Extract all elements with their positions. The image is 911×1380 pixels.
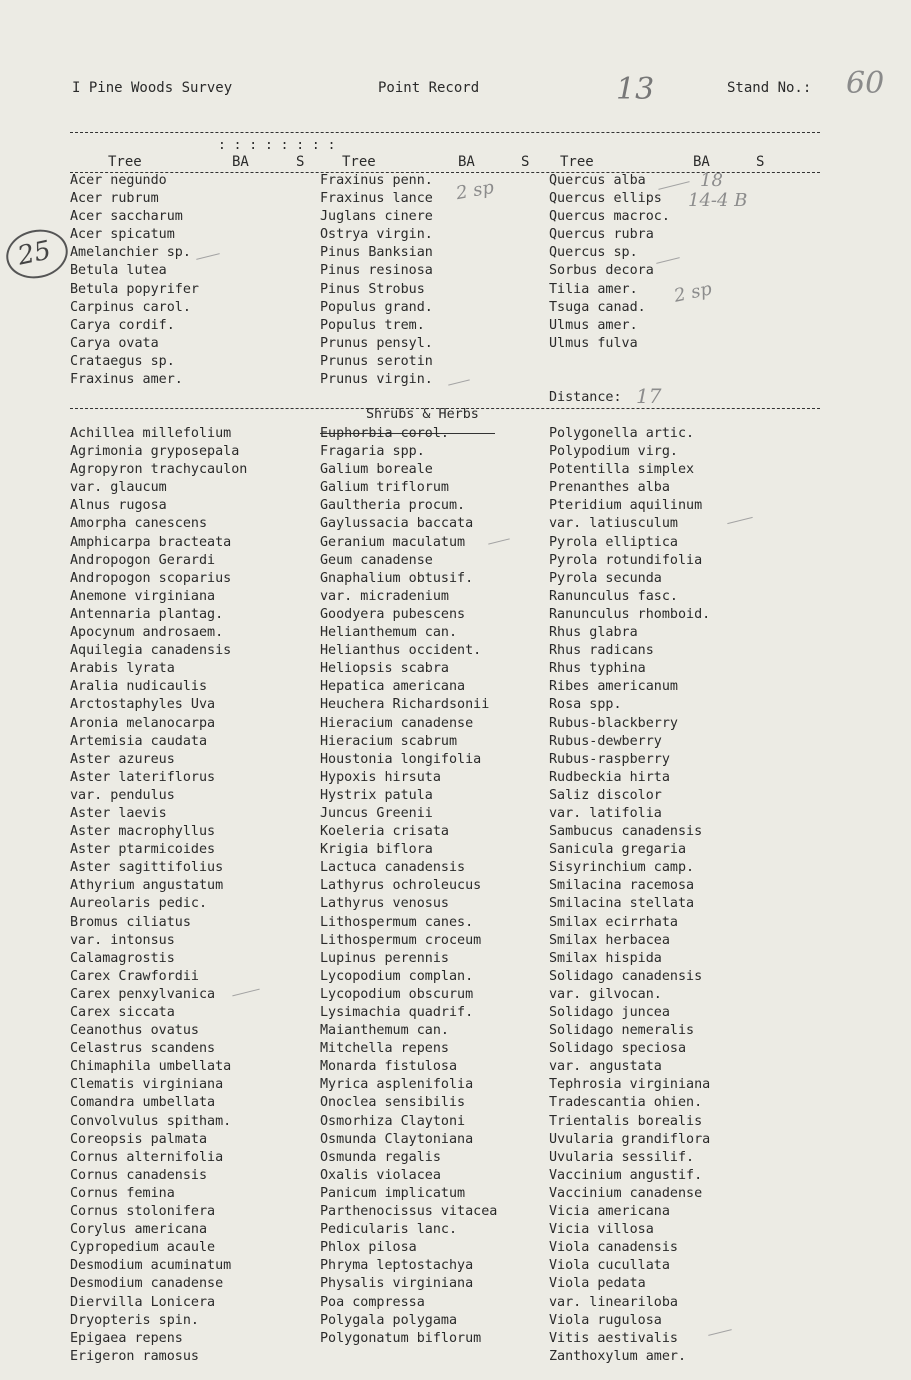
list-item: Diervilla Lonicera (70, 1294, 216, 1310)
list-item: Poa compressa (320, 1294, 425, 1310)
list-item: Clematis virginiana (70, 1077, 224, 1093)
list-item: Onoclea sensibilis (320, 1095, 466, 1111)
distance-label: Distance: (549, 390, 622, 405)
list-item: Hieracium canadense (320, 715, 474, 731)
list-item: Viola rugulosa (549, 1312, 662, 1328)
list-item: Dryopteris spin. (70, 1312, 199, 1328)
note-tilia: 2 sp (672, 278, 714, 307)
list-item: Vicia villosa (549, 1222, 654, 1238)
list-item: Cornus canadensis (70, 1167, 208, 1183)
list-item: Agrimonia gryposepala (70, 444, 240, 460)
list-item: Helianthemum can. (320, 625, 458, 641)
list-item: Solidago canadensis (549, 968, 703, 984)
list-item: Lysimachia quadrif. (320, 1005, 474, 1020)
list-item: Ranunculus rhomboid. (549, 606, 711, 622)
list-item: Gnaphalium obtusif. (320, 570, 474, 586)
list-item: Sorbus decora (549, 263, 654, 279)
list-item: Acer rubrum (70, 191, 159, 207)
list-item: Aronia melanocarpa (70, 715, 216, 731)
list-item: Saliz discolor (549, 787, 662, 803)
list-item: Arabis lyrata (70, 661, 175, 677)
list-item: var. pendulus (70, 787, 175, 803)
list-item: Viola pedata (549, 1276, 646, 1292)
list-item: Polygonatum biflorum (320, 1330, 482, 1346)
list-item: Goodyera pubescens (320, 606, 466, 622)
note-quercus-ellips: 14-4 B (688, 190, 748, 211)
list-item: Carpinus carol. (70, 299, 191, 315)
list-item: Achillea millefolium (70, 426, 232, 441)
note-quercus-alba: 18 (700, 170, 723, 191)
list-item: Monarda fistulosa (320, 1059, 458, 1075)
header-ba-2: BA (458, 154, 475, 170)
list-item: Krigia biflora (320, 842, 433, 858)
list-item: Polygala polygama (320, 1312, 458, 1328)
list-item: Aureolaris pedic. (70, 896, 208, 912)
list-item: Myrica asplenifolia (320, 1077, 474, 1093)
list-item: Smilacina racemosa (549, 878, 695, 894)
list-item: Calamagrostis (70, 950, 175, 966)
list-item: Geum canadense (320, 552, 433, 568)
list-item: Fraxinus penn. (320, 173, 433, 188)
list-item: Solidago juncea (549, 1005, 670, 1020)
list-item: Ulmus amer. (549, 317, 638, 333)
list-item: Juglans cinere (320, 209, 433, 225)
list-item: Helianthus occident. (320, 643, 482, 659)
list-item: Lathyrus venosus (320, 896, 449, 912)
list-item: var. intonsus (70, 932, 175, 948)
list-item: Tradescantia ohien. (549, 1095, 703, 1111)
list-item: Carex Crawfordii (70, 968, 199, 984)
check-mark (196, 253, 220, 260)
list-item: Acer saccharum (70, 209, 183, 225)
list-item: Cornus alternifolia (70, 1149, 224, 1165)
list-item: Rhus radicans (549, 643, 654, 659)
list-item: Carex penxylvanica (70, 986, 216, 1002)
list-item: Andropogon Gerardi (70, 552, 216, 568)
list-item: Mitchella repens (320, 1041, 449, 1057)
list-item: var. gilvocan. (549, 986, 662, 1002)
list-item: Vitis aestivalis (549, 1330, 678, 1346)
top-rule (70, 132, 820, 133)
list-item: Vaccinium angustif. (549, 1167, 703, 1183)
list-item: Potentilla simplex (549, 462, 695, 478)
list-item: Osmunda Claytoniana (320, 1131, 474, 1147)
list-item: Amorpha canescens (70, 516, 208, 532)
list-item: Sambucus canadensis (549, 824, 703, 840)
list-item: Rhus typhina (549, 661, 646, 677)
list-item: Pyrola rotundifolia (549, 552, 703, 568)
list-item: Prenanthes alba (549, 480, 670, 496)
list-item: Fraxinus amer. (70, 372, 183, 388)
list-item: Lithospermum croceum (320, 932, 482, 948)
list-item: Populus grand. (320, 299, 433, 315)
list-item: Rosa spp. (549, 697, 622, 713)
list-item: Populus trem. (320, 317, 425, 333)
list-item: Hypoxis hirsuta (320, 769, 441, 785)
check-mark (448, 379, 470, 385)
list-item: Pinus Banksian (320, 245, 433, 261)
list-item: Gaylussacia baccata (320, 516, 474, 532)
list-item: Oxalis violacea (320, 1167, 441, 1183)
list-item: Osmorhiza Claytoni (320, 1113, 466, 1129)
header-tree-3: Tree (560, 154, 594, 170)
list-item: Rhus glabra (549, 625, 638, 641)
list-item: Carya cordif. (70, 317, 175, 333)
list-item: Solidago nemeralis (549, 1023, 695, 1039)
list-item: Galium boreale (320, 462, 433, 478)
list-item: Ostrya virgin. (320, 227, 433, 243)
tree-column-1 (70, 172, 199, 389)
list-item: Smilax herbacea (549, 932, 670, 948)
header-s-2: S (521, 154, 530, 170)
list-item: Acer spicatum (70, 227, 175, 243)
list-item: Koeleria crisata (320, 824, 449, 840)
point-number: 13 (616, 72, 655, 107)
list-item: Prunus pensyl. (320, 335, 433, 351)
header-ba-1: BA (232, 154, 249, 170)
list-item: var. glaucum (70, 480, 167, 496)
list-item: Lycopodium obscurum (320, 986, 474, 1002)
list-item: Vicia americana (549, 1204, 670, 1220)
list-item: Ribes americanum (549, 679, 678, 695)
list-item: Heliopsis scabra (320, 661, 449, 677)
list-item: Celastrus scandens (70, 1041, 216, 1057)
list-item: Prunus virgin. (320, 372, 433, 388)
list-item: Quercus rubra (549, 227, 654, 243)
list-item: Aralia nudicaulis (70, 679, 208, 695)
list-item: Viola canadensis (549, 1240, 678, 1256)
list-item: Corylus americana (70, 1222, 208, 1238)
distance-value: 17 (636, 384, 662, 408)
list-item: Arctostaphyles Uva (70, 697, 216, 713)
list-item: Convolvulus spitham. (70, 1113, 232, 1129)
list-item: Comandra umbellata (70, 1095, 216, 1111)
list-item: Lithospermum canes. (320, 914, 474, 930)
list-item: Geranium maculatum (320, 534, 466, 550)
list-item: Juncus Greenii (320, 805, 433, 821)
list-item: Vaccinium canadense (549, 1185, 703, 1201)
list-item: Solidago speciosa (549, 1041, 687, 1057)
list-item: Aster azureus (70, 751, 175, 767)
list-item: Ceanothus ovatus (70, 1023, 199, 1039)
list-item: Epigaea repens (70, 1330, 183, 1346)
list-item: Rubus-dewberry (549, 733, 662, 749)
list-item: Quercus macroc. (549, 209, 670, 225)
header-tree-1: Tree (108, 154, 142, 170)
list-item: Desmodium canadense (70, 1276, 224, 1292)
list-item: Crataegus sp. (70, 353, 175, 369)
list-item: Coreopsis palmata (70, 1131, 208, 1147)
check-mark (708, 1329, 732, 1336)
circled-count-text: 25 (15, 235, 54, 272)
list-item: Betula lutea (70, 263, 167, 279)
list-item: Carya ovata (70, 335, 159, 351)
tree-column-3 (549, 172, 670, 353)
list-item: Houstonia longifolia (320, 751, 482, 767)
list-item: Lathyrus ochroleucus (320, 878, 482, 894)
list-item: Rubus-blackberry (549, 715, 678, 731)
column-colons: : : : : : : : : (218, 138, 336, 153)
header-s-1: S (296, 154, 305, 170)
list-item: Aquilegia canadensis (70, 643, 232, 659)
list-item: var. lineariloba (549, 1294, 678, 1310)
list-item: Amelanchier sp. (70, 245, 191, 261)
list-item: Bromus ciliatus (70, 914, 191, 930)
list-item: Carex siccata (70, 1005, 175, 1020)
list-item: Smilax ecirrhata (549, 914, 678, 930)
list-item: Lactuca canadensis (320, 860, 466, 876)
list-item: Erigeron ramosus (70, 1348, 199, 1364)
note-fraxinus: 2 sp (454, 176, 496, 205)
list-item: Viola cucullata (549, 1258, 670, 1274)
list-item: Euphorbia corol. (320, 426, 449, 441)
list-item: Cornus femina (70, 1185, 175, 1201)
list-item: Hystrix patula (320, 787, 433, 803)
list-item: Heuchera Richardsonii (320, 697, 490, 713)
herb-column-2 (320, 425, 497, 1348)
list-item: Betula popyrifer (70, 281, 199, 297)
circled-count (2, 224, 73, 284)
list-item: Cornus stolonifera (70, 1204, 216, 1220)
list-item: Agropyron trachycaulon (70, 462, 248, 478)
list-item: Zanthoxylum amer. (549, 1348, 687, 1364)
header-tree-2: Tree (342, 154, 376, 170)
list-item: Uvularia grandiflora (549, 1131, 711, 1147)
list-item: Sisyrinchium camp. (549, 860, 695, 876)
list-item: Uvularia sessilif. (549, 1149, 695, 1165)
list-item: Fraxinus lance (320, 191, 433, 207)
list-item: Lupinus perennis (320, 950, 449, 966)
stand-number: 60 (846, 66, 885, 101)
list-item: Ulmus fulva (549, 335, 638, 351)
list-item: var. angustata (549, 1059, 662, 1075)
list-item: Smilacina stellata (549, 896, 695, 912)
list-item: Tephrosia virginiana (549, 1077, 711, 1093)
list-item: Acer negundo (70, 173, 167, 188)
list-item: Aster macrophyllus (70, 824, 216, 840)
list-item: Osmunda regalis (320, 1149, 441, 1165)
list-item: Amphicarpa bracteata (70, 534, 232, 550)
list-item: Aster lateriflorus (70, 769, 216, 785)
list-item: Pteridium aquilinum (549, 498, 703, 514)
list-item: var. latifolia (549, 805, 662, 821)
check-mark (727, 517, 752, 524)
list-item: Athyrium angustatum (70, 878, 224, 894)
list-item: Anemone virginiana (70, 588, 216, 604)
list-item: Pinus Strobus (320, 281, 425, 297)
list-item: Aster ptarmicoides (70, 842, 216, 858)
list-item: Gaultheria procum. (320, 498, 466, 514)
list-item: Phryma leptostachya (320, 1258, 474, 1274)
list-item: Galium triflorum (320, 480, 449, 496)
list-item: Trientalis borealis (549, 1113, 703, 1129)
tree-column-2 (320, 172, 433, 389)
list-item: Tilia amer. (549, 281, 638, 297)
list-item: Phlox pilosa (320, 1240, 417, 1256)
header-s-3: S (756, 154, 765, 170)
list-item: Aster sagittifolius (70, 860, 224, 876)
list-item: Hepatica americana (320, 679, 466, 695)
list-item: Lycopodium complan. (320, 968, 474, 984)
survey-title: I Pine Woods Survey (72, 80, 233, 96)
list-item: Polygonella artic. (549, 426, 695, 441)
shrubs-herbs-title: Shrubs & Herbs (366, 407, 479, 422)
list-item: Hieracium scabrum (320, 733, 458, 749)
list-item: Cypropedium acaule (70, 1240, 216, 1256)
list-item: Pyrola secunda (549, 570, 662, 586)
list-item: Pyrola elliptica (549, 534, 678, 550)
list-item: Prunus serotin (320, 353, 433, 369)
list-item: Quercus alba (549, 173, 646, 188)
list-item: Parthenocissus vitacea (320, 1204, 498, 1220)
record-title: Point Record (378, 80, 480, 96)
list-item: Sanicula gregaria (549, 842, 687, 858)
list-item: Polypodium virg. (549, 444, 678, 460)
list-item: Fragaria spp. (320, 444, 425, 460)
list-item: Quercus ellips (549, 191, 662, 207)
list-item: Pedicularis lanc. (320, 1222, 458, 1238)
herb-column-1 (70, 425, 247, 1366)
list-item: Chimaphila umbellata (70, 1059, 232, 1075)
list-item: Andropogon scoparius (70, 570, 232, 586)
list-item: Apocynum androsaem. (70, 625, 224, 641)
list-item: Maianthemum can. (320, 1023, 449, 1039)
list-item: Pinus resinosa (320, 263, 433, 279)
list-item: Physalis virginiana (320, 1276, 474, 1292)
list-item: Desmodium acuminatum (70, 1258, 232, 1274)
list-item: Smilax hispida (549, 950, 662, 966)
list-item: Ranunculus fasc. (549, 588, 678, 604)
list-item: Artemisia caudata (70, 733, 208, 749)
list-item: Quercus sp. (549, 245, 638, 261)
herb-column-3 (549, 425, 710, 1366)
list-item: Antennaria plantag. (70, 606, 224, 622)
list-item: Rudbeckia hirta (549, 769, 670, 785)
list-item: Aster laevis (70, 805, 167, 821)
list-item: Alnus rugosa (70, 498, 167, 514)
list-item: Tsuga canad. (549, 299, 646, 315)
header-ba-3: BA (693, 154, 710, 170)
stand-label: Stand No.: (727, 80, 812, 96)
list-item: Panicum implicatum (320, 1185, 466, 1201)
list-item: Rubus-raspberry (549, 751, 670, 767)
list-item: var. micradenium (320, 588, 449, 604)
list-item: var. latiusculum (549, 516, 678, 532)
